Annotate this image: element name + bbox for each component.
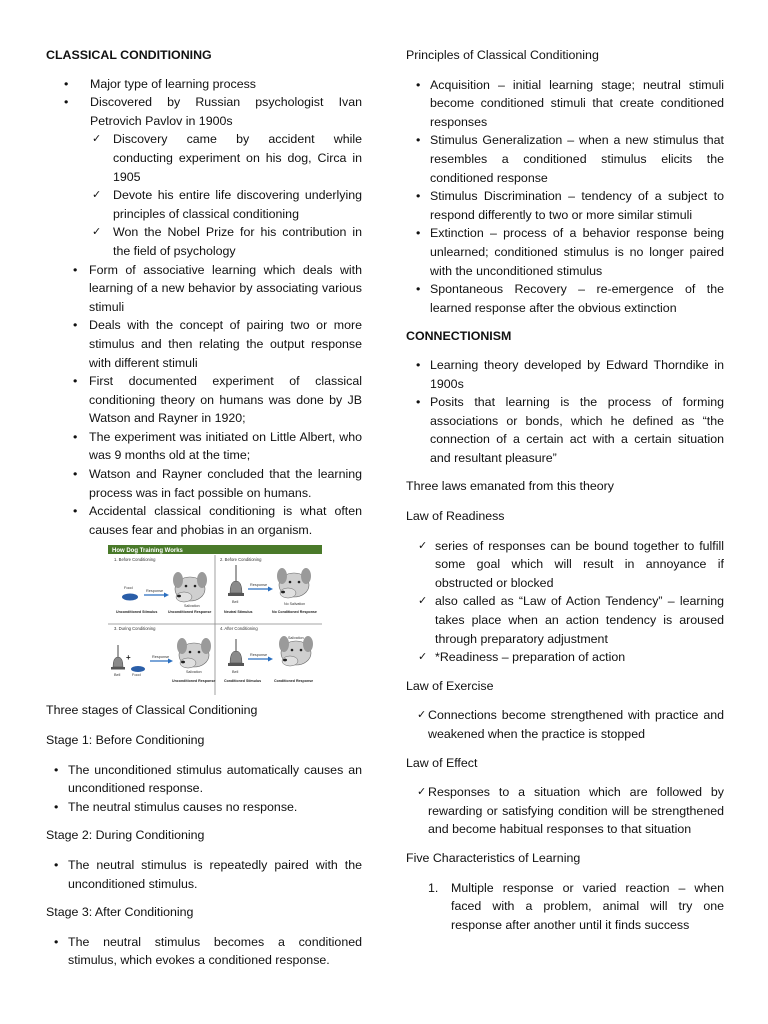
dog-head-icon bbox=[177, 638, 211, 668]
stage2-list bbox=[46, 856, 362, 893]
law-of-effect-title: Law of Effect bbox=[406, 755, 478, 770]
us-label: Unconditioned Stimulus bbox=[116, 610, 158, 615]
ns-label: Neutral Stimulus bbox=[224, 610, 253, 615]
check-item: ✓ Won the Nobel Prize for his contribution in the field of psychology bbox=[90, 223, 362, 260]
check-item: ✓ Devote his entire life discovering underlying principles of classical conditioning bbox=[90, 186, 362, 223]
check-item: ✓ Connections become strengthened with practice and weakened when the practice is stopped bbox=[406, 706, 724, 743]
food-bowl-icon bbox=[131, 666, 145, 672]
response-label: Response bbox=[152, 655, 170, 660]
bell-label: Bell bbox=[232, 670, 239, 675]
banner-text: How Dog Training Works bbox=[112, 548, 183, 555]
arrow-head bbox=[168, 659, 173, 664]
salivation-label: Salivation bbox=[288, 636, 304, 641]
ur-label: Unconditioned Response bbox=[172, 679, 216, 684]
arrow-head bbox=[268, 587, 273, 592]
check-item: ✓ Responses to a situation which are followed by rewarding or satisfying condition will be strengthened and become habitual responses to that situation bbox=[406, 783, 724, 839]
panel-label: 2. Before Conditioning bbox=[220, 557, 262, 563]
response-label: Response bbox=[250, 653, 268, 658]
list-item: • Watson and Rayner concluded that the learning process was in fact possible on humans. bbox=[44, 465, 362, 502]
section-title-connectionism: CONNECTIONISM bbox=[406, 329, 512, 344]
cs-label: Conditioned Stimulus bbox=[224, 679, 262, 684]
effect-list bbox=[406, 783, 724, 839]
check-list bbox=[90, 130, 362, 260]
check-item: ✓ also called as “Law of Action Tendency” – learning takes place when an action tendency is aroused through preparatory adjustment bbox=[406, 592, 724, 648]
list-item: • Deals with the concept of pairing two or more stimulus and then relating the output response with different stimuli bbox=[44, 316, 362, 372]
list-number: 1. bbox=[428, 880, 439, 895]
check-item: ✓ *Readiness – preparation of action bbox=[406, 648, 724, 667]
food-label: Food bbox=[132, 673, 141, 678]
panel-label: 4. After Conditioning bbox=[220, 626, 258, 632]
dog-head-icon bbox=[279, 636, 313, 666]
connectionism-list bbox=[406, 356, 724, 468]
stage1-title: Stage 1: Before Conditioning bbox=[46, 733, 205, 748]
arrow-head bbox=[268, 657, 273, 662]
bell-label: Bell bbox=[114, 673, 121, 678]
list-item: • Posits that learning is the process of forming associations or bonds, which he defined as “the connection of a certain act with a certain situation and resultant pleasure” bbox=[406, 393, 724, 467]
bullet-list bbox=[46, 75, 362, 261]
panel-label: 1. Before Conditioning bbox=[114, 557, 156, 563]
bullet-list bbox=[44, 261, 362, 540]
bell-icon bbox=[228, 639, 244, 666]
list-item: • First documented experiment of classical conditioning theory on humans was done by JB Watson and Rayner in 1920; bbox=[44, 372, 362, 428]
stage3-list bbox=[46, 933, 362, 970]
list-item: • Acquisition – initial learning stage; neutral stimuli become conditioned stimuli that create conditioned responses bbox=[406, 76, 724, 132]
plus-sign: + bbox=[126, 653, 131, 663]
law-of-readiness-title: Law of Readiness bbox=[406, 509, 505, 524]
list-item: • Spontaneous Recovery – re-emergence of the learned response after the obvious extinction bbox=[406, 280, 724, 317]
list-item: • The unconditioned stimulus automatically causes an unconditioned response. bbox=[46, 761, 362, 798]
bell-label: Bell bbox=[232, 600, 239, 605]
food-label: Food bbox=[124, 586, 133, 591]
list-item: • Accidental classical conditioning is what often causes fear and phobias in an organism. bbox=[44, 502, 362, 539]
dog-head-icon bbox=[277, 568, 311, 598]
stages-title: Three stages of Classical Conditioning bbox=[46, 703, 258, 718]
no-salivation-label: No Salivation bbox=[284, 602, 306, 607]
list-item: • Form of associative learning which deals with learning of a new behavior by associating various stimuli bbox=[44, 261, 362, 317]
list-item: • The neutral stimulus causes no response. bbox=[46, 798, 362, 817]
exercise-list bbox=[406, 706, 724, 743]
ncr-label: No Conditioned Response bbox=[272, 610, 317, 615]
bell-icon bbox=[111, 645, 125, 670]
readiness-list bbox=[406, 537, 724, 667]
list-item: • The neutral stimulus becomes a conditioned stimulus, which evokes a conditioned response. bbox=[46, 933, 362, 970]
stage2-title: Stage 2: During Conditioning bbox=[46, 828, 205, 843]
five-characteristics-title: Five Characteristics of Learning bbox=[406, 850, 581, 865]
list-item: • Major type of learning process bbox=[46, 75, 362, 94]
response-label: Response bbox=[146, 589, 164, 594]
check-item: ✓ Discovery came by accident while conducting experiment on his dog, Circa in 1905 bbox=[90, 130, 362, 186]
list-item: • Stimulus Generalization – when a new stimulus that resembles a conditioned stimulus elicits the conditioned response bbox=[406, 131, 724, 187]
cr-label: Conditioned Response bbox=[274, 679, 314, 684]
list-item: • Extinction – process of a behavior response being unlearned; conditioned stimulus is no longer paired with the unconditioned stimulus bbox=[406, 224, 724, 280]
list-item: • The neutral stimulus is repeatedly paired with the unconditioned stimulus. bbox=[46, 856, 362, 893]
dog-training-diagram bbox=[108, 545, 322, 695]
characteristics-list bbox=[406, 879, 724, 935]
list-item: • The experiment was initiated on Little Albert, who was 9 months old at the time; bbox=[44, 428, 362, 465]
ur-label: Unconditioned Response bbox=[168, 610, 212, 615]
section-title-classical-conditioning: CLASSICAL CONDITIONING bbox=[46, 48, 212, 62]
food-bowl-icon bbox=[122, 594, 138, 601]
dog-training-illustration bbox=[108, 545, 322, 695]
list-item bbox=[46, 93, 362, 260]
principles-title: Principles of Classical Conditioning bbox=[406, 48, 599, 62]
dog-head-icon bbox=[173, 572, 207, 602]
arrow-head bbox=[164, 593, 169, 598]
stage1-list bbox=[46, 761, 362, 817]
stage3-title: Stage 3: After Conditioning bbox=[46, 905, 194, 920]
left-column bbox=[46, 38, 362, 970]
law-of-exercise-title: Law of Exercise bbox=[406, 678, 494, 693]
list-item: • Stimulus Discrimination – tendency of a subject to respond differently to two or more similar stimuli bbox=[406, 187, 724, 224]
panel-label: 3. During Conditioning bbox=[114, 626, 156, 632]
list-item-text: Discovered by Russian psychologist Ivan Petrovich Pavlov in 1900s bbox=[90, 95, 362, 128]
right-column bbox=[406, 38, 724, 934]
bell-icon bbox=[228, 565, 244, 596]
list-item: • Learning theory developed by Edward Thorndike in 1900s bbox=[406, 356, 724, 393]
list-item bbox=[406, 879, 724, 935]
principles-list bbox=[406, 76, 724, 318]
check-item: ✓ series of responses can be bound together to fulfill some goal which will result in annoyance if obstructed or blocked bbox=[406, 537, 724, 593]
salivation-label: Salivation bbox=[186, 670, 202, 675]
three-laws-text: Three laws emanated from this theory bbox=[406, 479, 614, 494]
response-label: Response bbox=[250, 583, 268, 588]
list-item-text: Multiple response or varied reaction – when faced with a problem, animal will try one response after another until it finds success bbox=[451, 880, 724, 932]
salivation-label: Salivation bbox=[184, 604, 200, 609]
